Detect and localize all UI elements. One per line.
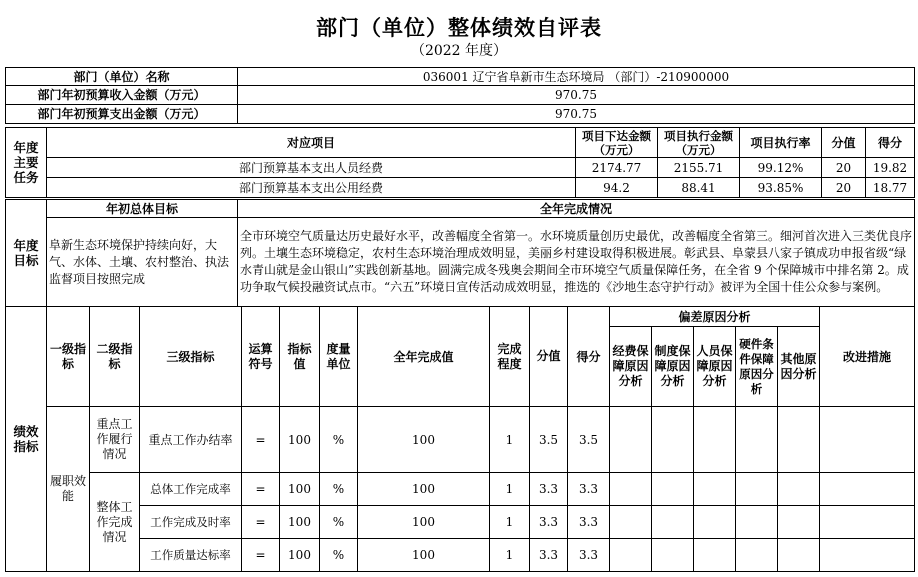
perf-improve-cell bbox=[820, 539, 915, 572]
perf-dev-cell bbox=[778, 539, 820, 572]
expense-value: 970.75 bbox=[238, 105, 915, 124]
perf-group-1: 重点工作履行情况 bbox=[90, 407, 140, 473]
perf-dev-cell bbox=[778, 407, 820, 473]
table-row bbox=[6, 178, 915, 198]
perf-dev-cell bbox=[652, 473, 694, 506]
expense-label: 部门年初预算支出金额（万元） bbox=[6, 105, 238, 124]
perf-op: = bbox=[242, 473, 280, 506]
perf-score: 3.3 bbox=[568, 506, 610, 539]
goal-initial-text: 阜新生态环境保护持续向好，大气、水体、土壤、农村整治、执法监督项目按照完成 bbox=[47, 218, 238, 307]
tasks-col-budget: 项目下达金额（万元） bbox=[576, 128, 658, 158]
tasks-table bbox=[5, 127, 915, 198]
perf-h-dev-staff: 人员保障原因分析 bbox=[694, 327, 736, 407]
perf-h-dev-hardware: 硬件条件保障原因分析 bbox=[736, 327, 778, 407]
perf-degree: 1 bbox=[490, 473, 530, 506]
perf-target: 100 bbox=[280, 506, 320, 539]
perf-improve-cell bbox=[820, 506, 915, 539]
perf-dev-cell bbox=[736, 473, 778, 506]
perf-degree: 1 bbox=[490, 407, 530, 473]
task-exec: 88.41 bbox=[658, 178, 740, 198]
perf-dev-cell bbox=[736, 407, 778, 473]
perf-dev-cell bbox=[694, 407, 736, 473]
dept-name-value: 036001 辽宁省阜新市生态环境局 （部门）-210900000 bbox=[238, 68, 915, 86]
table-row bbox=[6, 158, 915, 178]
task-rate: 99.12% bbox=[740, 158, 822, 178]
perf-degree: 1 bbox=[490, 539, 530, 572]
table-row bbox=[6, 539, 915, 572]
perf-unit: % bbox=[320, 407, 358, 473]
perf-score: 3.5 bbox=[568, 407, 610, 473]
perf-actual: 100 bbox=[358, 539, 490, 572]
perf-h-dev-system: 制度保障原因分析 bbox=[652, 327, 694, 407]
perf-h-score: 得分 bbox=[568, 307, 610, 407]
perf-h-op: 运算符号 bbox=[242, 307, 280, 407]
perf-target: 100 bbox=[280, 539, 320, 572]
goal-table bbox=[5, 199, 915, 307]
perf-name: 工作质量达标率 bbox=[140, 539, 242, 572]
perf-dev-cell bbox=[778, 473, 820, 506]
perf-h-degree: 完成程度 bbox=[490, 307, 530, 407]
perf-name: 总体工作完成率 bbox=[140, 473, 242, 506]
task-score-val: 20 bbox=[822, 178, 866, 198]
perf-unit: % bbox=[320, 539, 358, 572]
perf-h-score-val: 分值 bbox=[530, 307, 568, 407]
perf-h-level1: 一级指标 bbox=[47, 307, 90, 407]
perf-dev-cell bbox=[610, 506, 652, 539]
perf-unit: % bbox=[320, 473, 358, 506]
tasks-col-item: 对应项目 bbox=[47, 128, 576, 158]
header-table bbox=[5, 67, 915, 124]
tasks-col-score: 得分 bbox=[866, 128, 915, 158]
task-budget: 2174.77 bbox=[576, 158, 658, 178]
perf-h-dev-other: 其他原因分析 bbox=[778, 327, 820, 407]
perf-improve-cell bbox=[820, 407, 915, 473]
perf-dev-cell bbox=[694, 506, 736, 539]
perf-score-val: 3.5 bbox=[530, 407, 568, 473]
task-item: 部门预算基本支出人员经费 bbox=[47, 158, 576, 178]
perf-actual: 100 bbox=[358, 473, 490, 506]
perf-op: = bbox=[242, 539, 280, 572]
perf-h-dev-funds: 经费保障原因分析 bbox=[610, 327, 652, 407]
perf-score-val: 3.3 bbox=[530, 473, 568, 506]
perf-dev-cell bbox=[736, 539, 778, 572]
perf-dev-cell bbox=[694, 473, 736, 506]
perf-target: 100 bbox=[280, 473, 320, 506]
perf-unit: % bbox=[320, 506, 358, 539]
perf-table bbox=[5, 306, 915, 572]
perf-h-actual: 全年完成值 bbox=[358, 307, 490, 407]
perf-group-2: 整体工作完成情况 bbox=[90, 473, 140, 572]
page-subtitle: （2022 年度） bbox=[410, 43, 508, 59]
perf-dev-cell bbox=[652, 407, 694, 473]
task-budget: 94.2 bbox=[576, 178, 658, 198]
perf-degree: 1 bbox=[490, 506, 530, 539]
table-row bbox=[6, 473, 915, 506]
perf-score-val: 3.3 bbox=[530, 506, 568, 539]
perf-actual: 100 bbox=[358, 506, 490, 539]
perf-h-deviation: 偏差原因分析 bbox=[610, 307, 820, 327]
goal-side-label: 年度目标 bbox=[6, 200, 47, 307]
task-score: 19.82 bbox=[866, 158, 915, 178]
perf-score: 3.3 bbox=[568, 539, 610, 572]
perf-dev-cell bbox=[652, 539, 694, 572]
task-item: 部门预算基本支出公用经费 bbox=[47, 178, 576, 198]
perf-dev-cell bbox=[610, 407, 652, 473]
perf-h-unit: 度量单位 bbox=[320, 307, 358, 407]
perf-improve-cell bbox=[820, 473, 915, 506]
dept-name-label: 部门（单位）名称 bbox=[6, 68, 238, 86]
perf-h-improve: 改进措施 bbox=[820, 307, 915, 407]
perf-target: 100 bbox=[280, 407, 320, 473]
table-row bbox=[6, 407, 915, 473]
goal-col-complete: 全年完成情况 bbox=[238, 200, 915, 218]
table-row bbox=[6, 506, 915, 539]
perf-dev-cell bbox=[652, 506, 694, 539]
perf-h-level2: 二级指标 bbox=[90, 307, 140, 407]
perf-score: 3.3 bbox=[568, 473, 610, 506]
perf-score-val: 3.3 bbox=[530, 539, 568, 572]
perf-op: = bbox=[242, 407, 280, 473]
task-exec: 2155.71 bbox=[658, 158, 740, 178]
perf-op: = bbox=[242, 506, 280, 539]
perf-dev-cell bbox=[610, 473, 652, 506]
perf-side-label: 绩效指标 bbox=[6, 307, 47, 572]
task-score-val: 20 bbox=[822, 158, 866, 178]
income-value: 970.75 bbox=[238, 86, 915, 105]
task-rate: 93.85% bbox=[740, 178, 822, 198]
perf-level1: 履职效能 bbox=[47, 407, 90, 572]
perf-h-level3: 三级指标 bbox=[140, 307, 242, 407]
page-title: 部门（单位）整体绩效自评表 bbox=[316, 15, 602, 40]
perf-dev-cell bbox=[694, 539, 736, 572]
tasks-col-rate: 项目执行率 bbox=[740, 128, 822, 158]
perf-name: 工作完成及时率 bbox=[140, 506, 242, 539]
tasks-side-label: 年度主要任务 bbox=[6, 128, 47, 198]
perf-actual: 100 bbox=[358, 407, 490, 473]
perf-name: 重点工作办结率 bbox=[140, 407, 242, 473]
goal-col-initial: 年初总体目标 bbox=[47, 200, 238, 218]
goal-complete-text: 全市环境空气质量达历史最好水平，改善幅度全省第一。水环境质量创历史最优，改善幅度全省第三。细河首次进入三类优良序列。土壤生态环境稳定，农村生态环境治理成效明显，美丽乡村建设取得积极进展。彰武县、阜蒙县八家子镇成功申报省级“绿水青山就是金山银山”实践创新基地。圆满完成冬残奥会期间全市环境空气质量保障任务，在全省 9 个保障城市中排名第 2。成功争取气候投融资试点市。“六五”环境日宣传活动成效明显，推选的《沙地生态守护行动》被评为全国十佳公众参与案例。 bbox=[238, 218, 915, 307]
tasks-col-exec: 项目执行金额（万元） bbox=[658, 128, 740, 158]
perf-dev-cell bbox=[736, 506, 778, 539]
income-label: 部门年初预算收入金额（万元） bbox=[6, 86, 238, 105]
perf-dev-cell bbox=[778, 506, 820, 539]
perf-dev-cell bbox=[610, 539, 652, 572]
perf-h-target: 指标值 bbox=[280, 307, 320, 407]
tasks-col-score-val: 分值 bbox=[822, 128, 866, 158]
task-score: 18.77 bbox=[866, 178, 915, 198]
